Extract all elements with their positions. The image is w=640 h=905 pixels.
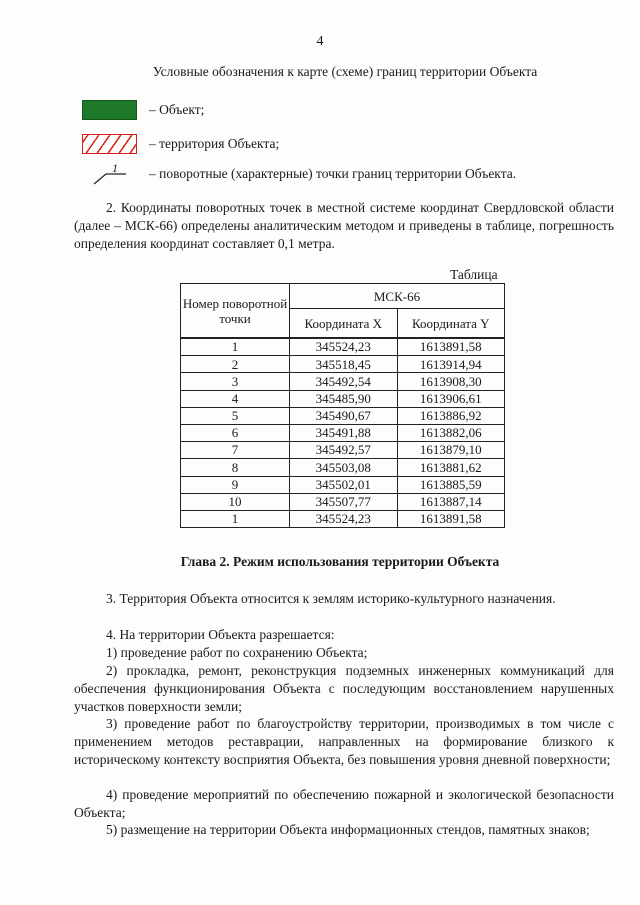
point-number-cell: 4: [181, 390, 290, 407]
point-number-cell: 10: [181, 493, 290, 510]
coordinate-y-cell: 1613887,14: [397, 493, 505, 510]
point-number-cell: 7: [181, 442, 290, 459]
table-row: [181, 424, 505, 441]
svg-text:1: 1: [112, 162, 118, 175]
legend-title: Условные обозначения к карте (схеме) границ территории Объекта: [152, 64, 538, 79]
point-number-cell: 5: [181, 407, 290, 424]
legend-item-label: – территория Объекта;: [149, 136, 280, 151]
point-number-cell: 8: [181, 459, 290, 476]
turning-point-marker-icon: [82, 164, 137, 184]
coordinate-x-cell: 345524,23: [290, 338, 398, 356]
chapter-heading: Глава 2. Режим использования территории Объекта: [180, 554, 500, 569]
coordinates-table: [180, 283, 505, 528]
coordinate-y-cell: 1613891,58: [397, 338, 505, 356]
coordinate-x-cell: 345492,54: [290, 373, 398, 390]
paragraph-2: 2. Координаты поворотных точек в местной системе координат Свердловской области (далее – МСК-66) определены аналитическим методом и приведены в таблице, погрешность определения координат составляет 0,1 метра.: [74, 200, 614, 251]
coordinate-x-cell: 345524,23: [290, 510, 398, 527]
table-row: [181, 476, 505, 493]
legend-item-object: [82, 99, 204, 121]
coordinate-x-cell: 345491,88: [290, 424, 398, 441]
coordinate-x-cell: 345502,01: [290, 476, 398, 493]
coordinate-y-cell: 1613879,10: [397, 442, 505, 459]
coordinate-y-cell: 1613906,61: [397, 390, 505, 407]
coordinate-y-cell: 1613881,62: [397, 459, 505, 476]
coordinate-x-cell: 345490,67: [290, 407, 398, 424]
table-row: [181, 407, 505, 424]
table-row: [181, 510, 505, 527]
coordinate-y-cell: 1613882,06: [397, 424, 505, 441]
coordinate-x-cell: 345485,90: [290, 390, 398, 407]
list-item-3: 3) проведение работ по благоустройству территории, производимых в том числе с применением методов реставрации, направленных на формирование близкого к историческому контексту восприятия Объекта, без повышения уровня дневной поверхности;: [74, 716, 614, 767]
list-item-5: 5) размещение на территории Объекта информационных стендов, памятных знаков;: [106, 822, 590, 837]
table-row: [181, 373, 505, 390]
coordinate-y-cell: 1613885,59: [397, 476, 505, 493]
table-row: [181, 356, 505, 373]
paragraph-3: 3. Территория Объекта относится к землям историко-культурного назначения.: [106, 591, 556, 606]
table-row: [181, 390, 505, 407]
legend-item-turning-point: [82, 163, 516, 185]
legend-item-territory: [82, 133, 279, 155]
object-swatch-icon: [82, 100, 137, 120]
coordinate-y-cell: 1613886,92: [397, 407, 505, 424]
point-number-cell: 9: [181, 476, 290, 493]
legend-item-label: – поворотные (характерные) точки границ территории Объекта.: [149, 166, 517, 181]
coordinate-y-cell: 1613891,58: [397, 510, 505, 527]
coordinate-x-cell: 345507,77: [290, 493, 398, 510]
point-number-cell: 1: [181, 338, 290, 356]
header-coordinate-x: Координата X: [290, 309, 398, 339]
coordinate-x-cell: 345518,45: [290, 356, 398, 373]
territory-hatch-icon: [82, 134, 137, 154]
table-row: [181, 493, 505, 510]
legend-item-label: – Объект;: [149, 102, 205, 117]
point-number-cell: 6: [181, 424, 290, 441]
coordinate-x-cell: 345492,57: [290, 442, 398, 459]
header-point-number: Номер поворотной точки: [181, 284, 290, 339]
point-number-cell: 1: [181, 510, 290, 527]
page-number: 4: [316, 34, 324, 49]
paragraph-4: 4. На территории Объекта разрешается:: [106, 627, 335, 642]
header-coordinate-y: Координата Y: [397, 309, 505, 339]
table-caption: Таблица: [450, 267, 498, 282]
table-row: [181, 338, 505, 356]
list-item-1: 1) проведение работ по сохранению Объекта;: [106, 645, 368, 660]
table-row: [181, 459, 505, 476]
point-number-cell: 2: [181, 356, 290, 373]
table-row: [181, 442, 505, 459]
list-item-2: 2) прокладка, ремонт, реконструкция подземных инженерных коммуникаций для обеспечения функционирования Объекта с последующим восстановлением нарушенных участков поверхности земли;: [74, 663, 614, 714]
point-number-cell: 3: [181, 373, 290, 390]
coordinate-y-cell: 1613914,94: [397, 356, 505, 373]
list-item-4: 4) проведение мероприятий по обеспечению пожарной и экологической безопасности Объекта;: [74, 787, 614, 820]
coordinate-y-cell: 1613908,30: [397, 373, 505, 390]
header-msk66: МСК-66: [290, 284, 505, 309]
coordinate-x-cell: 345503,08: [290, 459, 398, 476]
